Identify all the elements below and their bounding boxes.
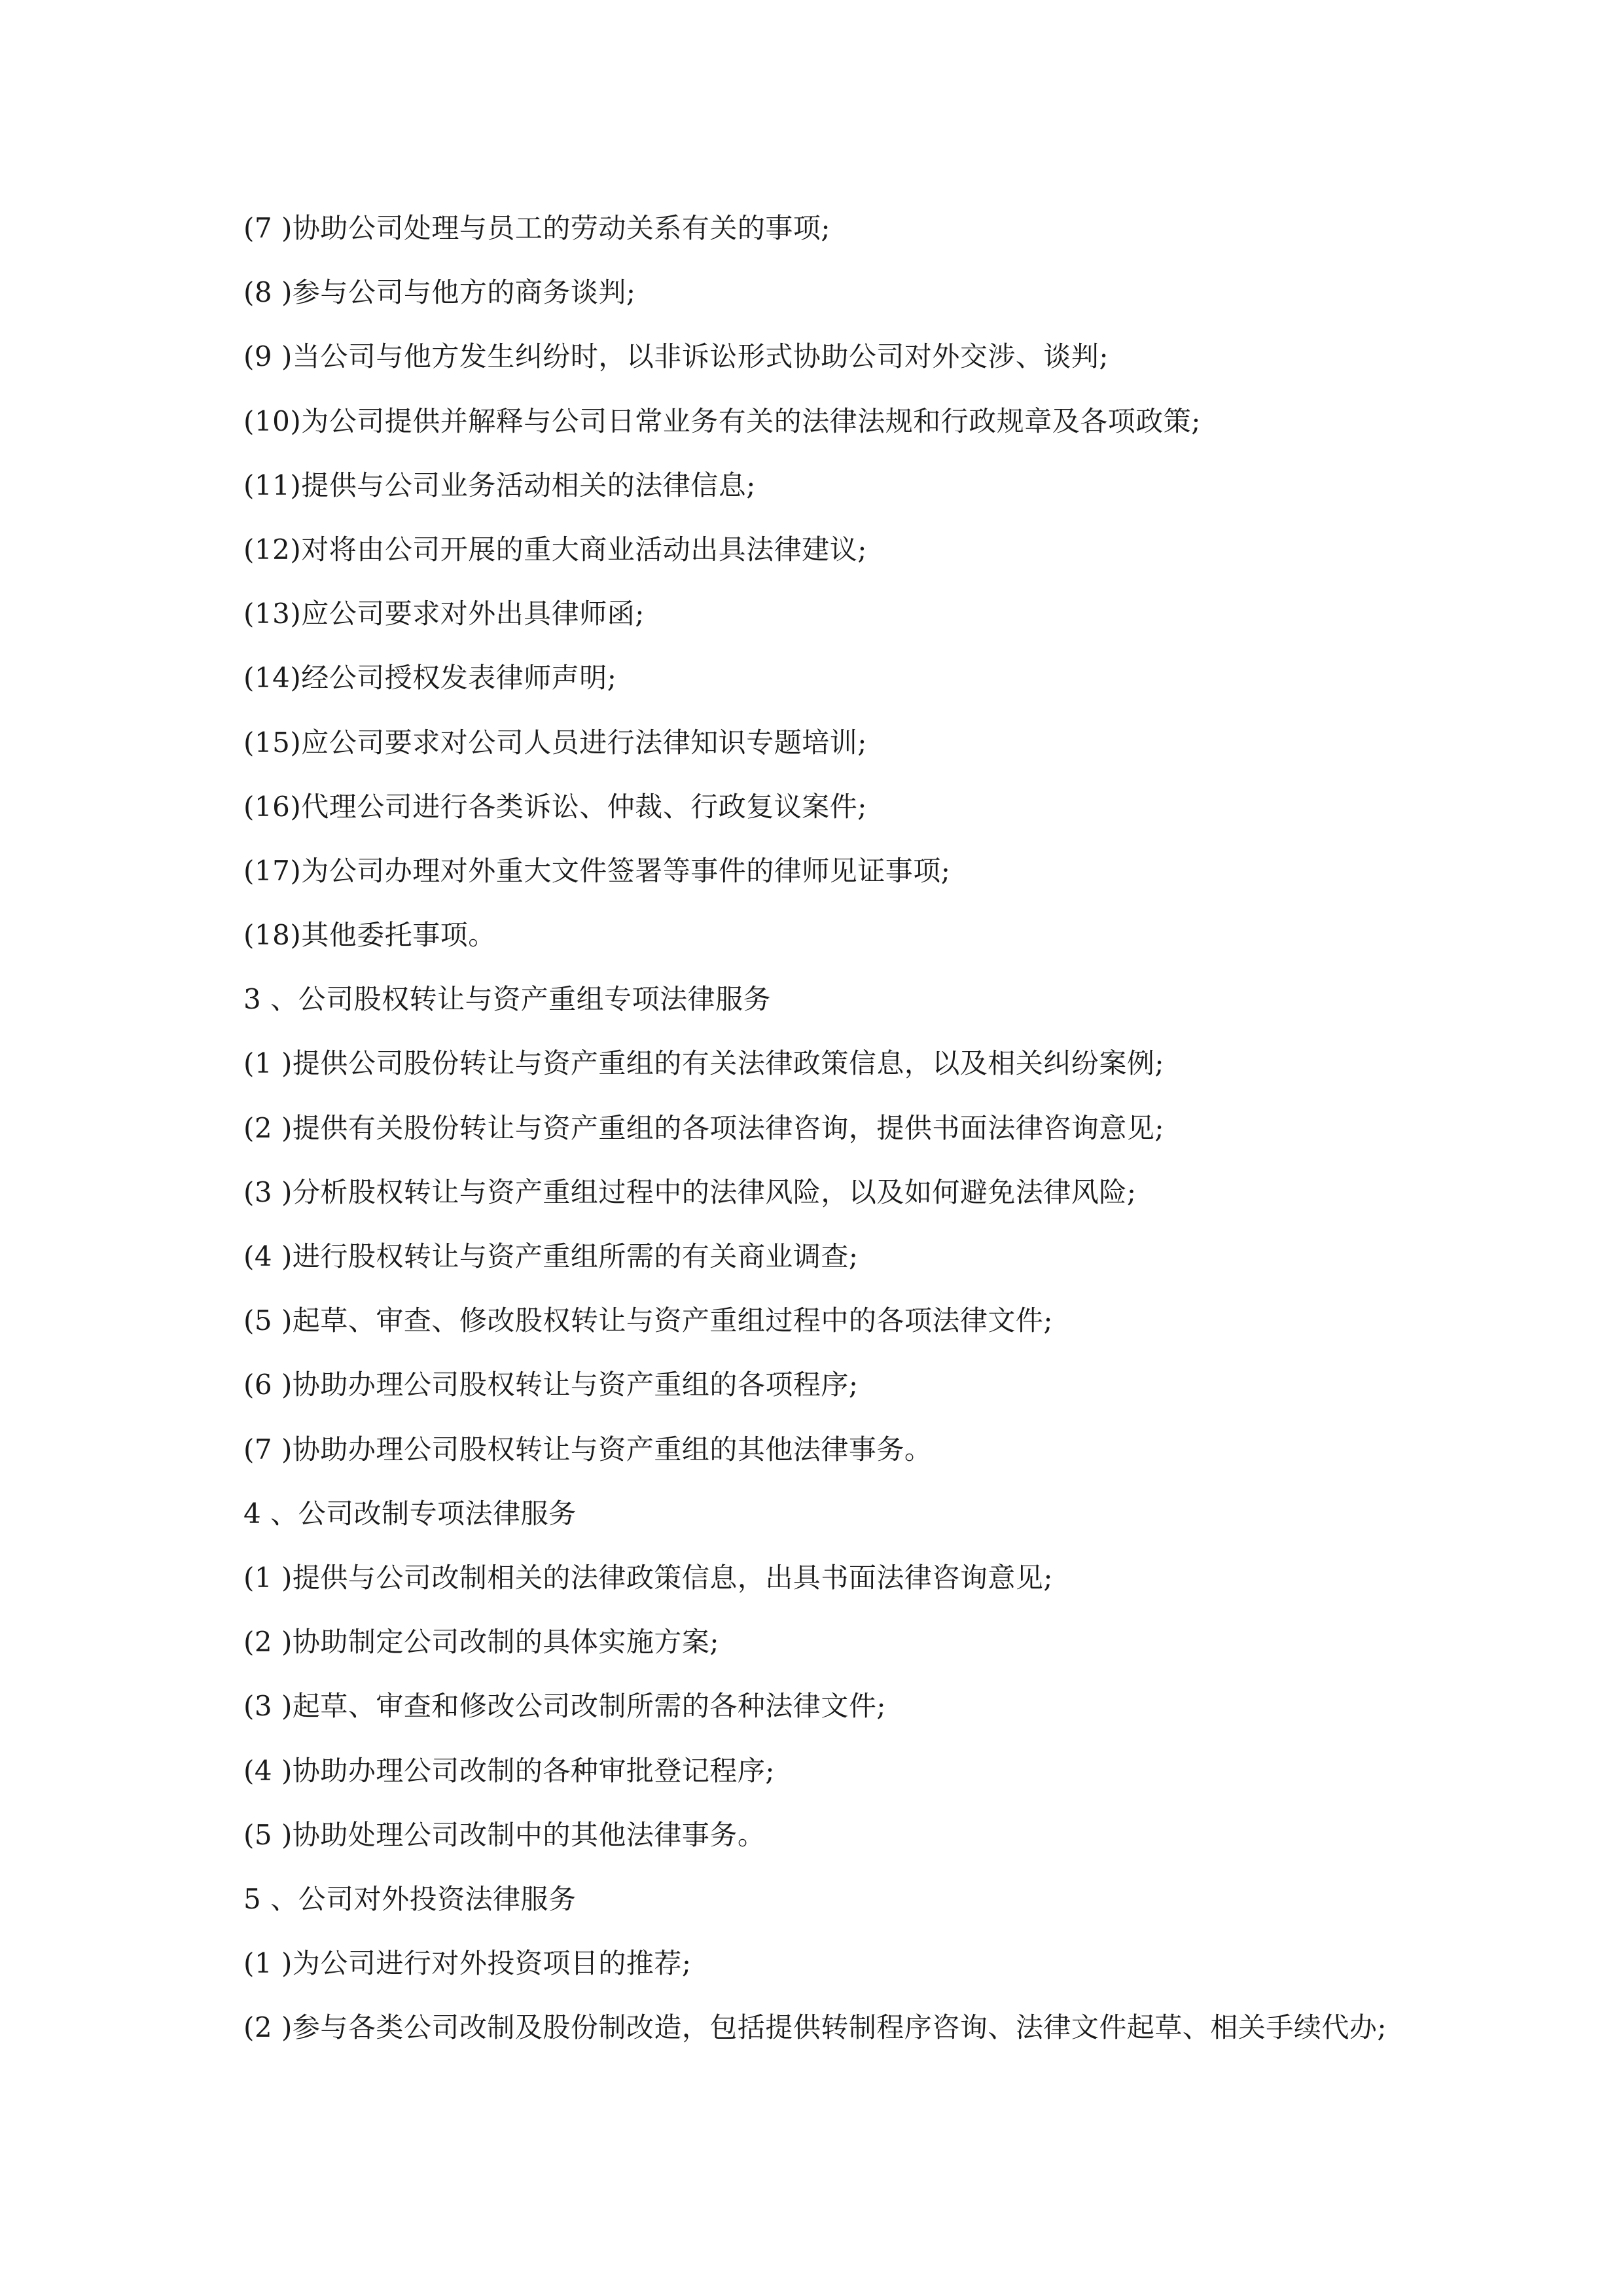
list-item-8-business-negotiation: (8 )参与公司与他方的商务谈判; [243,276,636,309]
list-item-10-policy-explanation: (10)为公司提供并解释与公司日常业务有关的法律法规和行政规章及各项政策; [243,404,1201,437]
list-item-4-1: (1 )提供与公司改制相关的法律政策信息，出具书面法律咨询意见; [243,1561,1053,1594]
list-item-4-2: (2 )协助制定公司改制的具体实施方案; [243,1626,719,1659]
list-item-5-2: (2 )参与各类公司改制及股份制改造，包括提供转制程序咨询、法律文件起草、相关手续代办; [243,2011,1387,2044]
list-item-3-4: (4 )进行股权转让与资产重组所需的有关商业调查; [243,1240,859,1272]
list-item-9-dispute-negotiation: (9 )当公司与他方发生纠纷时，以非诉讼形式协助公司对外交涉、谈判; [243,340,1109,373]
list-item-4-3: (3 )起草、审查和修改公司改制所需的各种法律文件; [243,1690,886,1723]
list-item-3-6: (6 )协助办理公司股权转让与资产重组的各项程序; [243,1369,859,1401]
list-item-13-lawyer-letter: (13)应公司要求对外出具律师函; [243,598,645,630]
list-item-4-5: (5 )协助处理公司改制中的其他法律事务。 [243,1818,766,1851]
list-item-16-litigation-agency: (16)代理公司进行各类诉讼、仲裁、行政复议案件; [243,790,867,823]
list-item-11-legal-information: (11)提供与公司业务活动相关的法律信息; [243,469,756,501]
list-item-3-2: (2 )提供有关股份转让与资产重组的各项法律咨询，提供书面法律咨询意见; [243,1111,1164,1144]
list-item-3-7: (7 )协助办理公司股权转让与资产重组的其他法律事务。 [243,1433,933,1465]
list-item-15-legal-training: (15)应公司要求对公司人员进行法律知识专题培训; [243,726,867,759]
list-item-3-3: (3 )分析股权转让与资产重组过程中的法律风险，以及如何避免法律风险; [243,1175,1137,1208]
list-item-17-witness-services: (17)为公司办理对外重大文件签署等事件的律师见证事项; [243,854,951,887]
section-heading-4-restructuring: 4 、公司改制专项法律服务 [243,1497,577,1530]
list-item-3-1: (1 )提供公司股份转让与资产重组的有关法律政策信息，以及相关纠纷案例; [243,1047,1164,1080]
document-body [243,196,1395,2060]
list-item-3-5: (5 )起草、审查、修改股权转让与资产重组过程中的各项法律文件; [243,1304,1053,1337]
list-item-7-labor-relations: (7 )协助公司处理与员工的劳动关系有关的事项; [243,212,830,244]
section-heading-5-investment: 5 、公司对外投资法律服务 [243,1882,577,1915]
list-item-14-lawyer-statement: (14)经公司授权发表律师声明; [243,662,617,694]
list-item-18-other-matters: (18)其他委托事项。 [243,919,496,952]
list-item-12-legal-advice: (12)对将由公司开展的重大商业活动出具法律建议; [243,533,867,565]
list-item-5-1: (1 )为公司进行对外投资项目的推荐; [243,1947,692,1980]
section-heading-3-equity-transfer: 3 、公司股权转让与资产重组专项法律服务 [243,983,772,1016]
list-item-4-4: (4 )协助办理公司改制的各种审批登记程序; [243,1754,775,1787]
